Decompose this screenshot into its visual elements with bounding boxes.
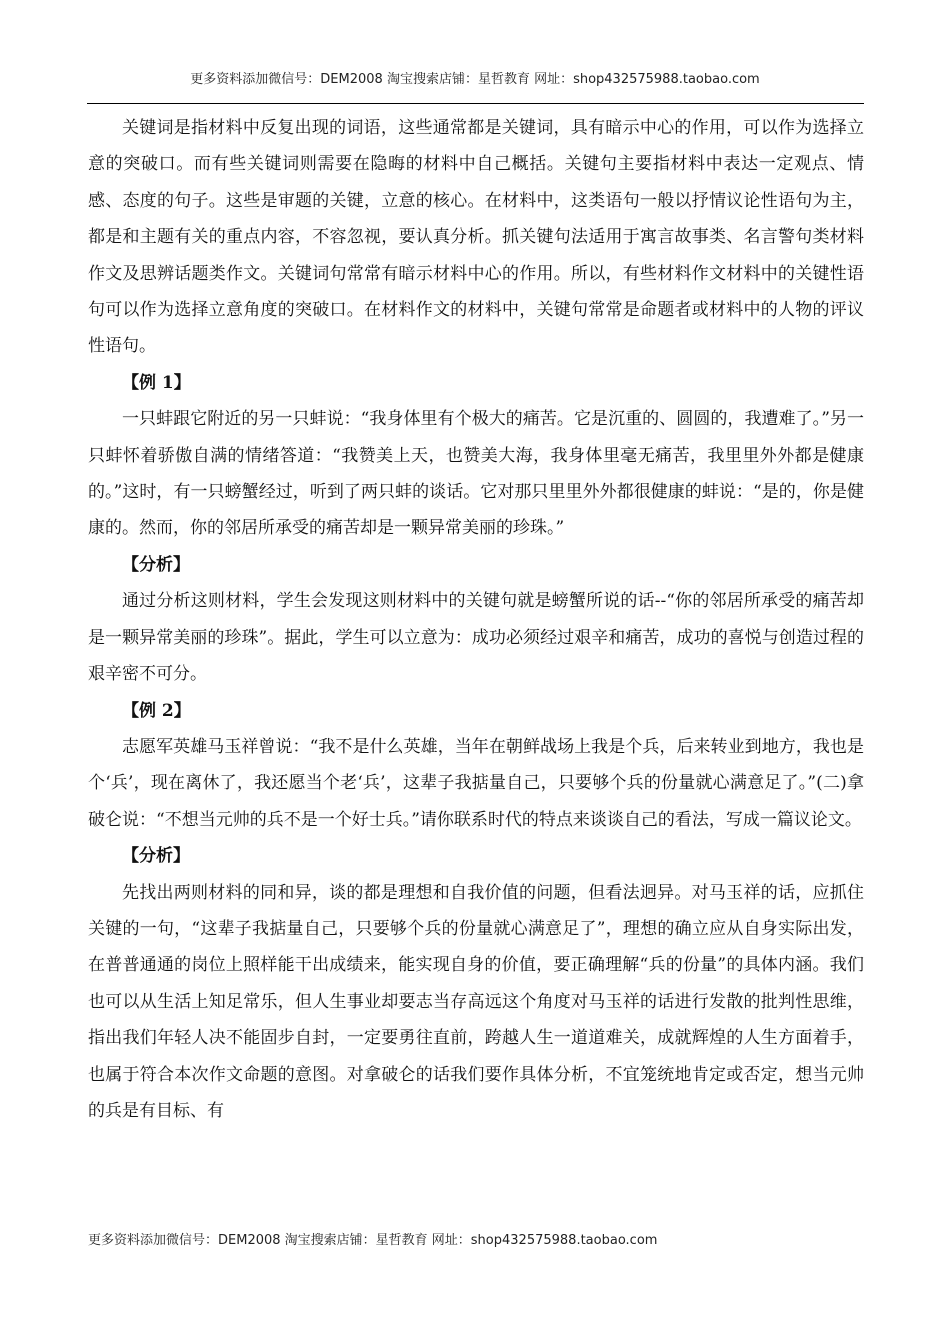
- example-1-paragraph: 一只蚌跟它附近的另一只蚌说：“我身体里有个极大的痛苦。它是沉重的、圆圆的，我遭难了。”另一只蚌怀着骄傲自满的情绪答道：“我赞美上天，也赞美大海，我身体里毫无痛苦，我里里外外都是健康的。”这时，有一只螃蟹经过，听到了两只蚌的谈话。它对那只里里外外都很健康的蚌说：“是的，你是健康的。然而，你的邻居所承受的痛苦却是一颗异常美丽的珍珠。”: [88, 409, 864, 539]
- analysis-2-heading: 【分析】: [122, 846, 190, 867]
- document-body: [88, 110, 864, 1129]
- page-header: 更多资料添加微信号：DEM2008 淘宝搜索店铺：星哲教育 网址：shop432575988.taobao.com: [190, 72, 760, 87]
- page-footer: 更多资料添加微信号：DEM2008 淘宝搜索店铺：星哲教育 网址：shop432575988.taobao.com: [88, 1233, 658, 1248]
- analysis-1-heading: 【分析】: [122, 554, 190, 575]
- example-1-heading: 【例 1】: [122, 372, 191, 393]
- example-2-heading: 【例 2】: [122, 700, 191, 721]
- analysis-2-paragraph: 先找出两则材料的同和异，谈的都是理想和自我价值的问题，但看法迥异。对马玉祥的话，应抓住关键的一句，“这辈子我掂量自己，只要够个兵的份量就心满意足了”，理想的确立应从自身实际出发，在普普通通的岗位上照样能干出成绩来，能实现自身的价值，要正确理解“兵的份量”的具体内涵。我们也可以从生活上知足常乐，但人生事业却要志当存高远这个角度对马玉祥的话进行发散的批判性思维，指出我们年轻人决不能固步自封，一定要勇往直前，跨越人生一道道难关，成就辉煌的人生方面着手，也属于符合本次作文命题的意图。对拿破仑的话我们要作具体分析，不宜笼统地肯定或否定，想当元帅的兵是有目标、有: [88, 882, 864, 1121]
- analysis-1-paragraph: 通过分析这则材料，学生会发现这则材料中的关键句就是螃蟹所说的话--“你的邻居所承受的痛苦却是一颗异常美丽的珍珠”。据此，学生可以立意为：成功必须经过艰辛和痛苦，成功的喜悦与创造过程的艰辛密不可分。: [88, 591, 864, 685]
- example-2-paragraph: 志愿军英雄马玉祥曾说：“我不是什么英雄，当年在朝鲜战场上我是个兵，后来转业到地方，我也是个‘兵’，现在离休了，我还愿当个老‘兵’，这辈子我掂量自己，只要够个兵的份量就心满意足了。”(二)拿破仑说：“不想当元帅的兵不是一个好士兵。”请你联系时代的特点来谈谈自己的看法，写成一篇议论文。: [88, 736, 864, 830]
- header-divider: [87, 103, 864, 104]
- intro-paragraph: 关键词是指材料中反复出现的词语，这些通常都是关键词，具有暗示中心的作用，可以作为选择立意的突破口。而有些关键词则需要在隐晦的材料中自己概括。关键句主要指材料中表达一定观点、情感、态度的句子。这些是审题的关键，立意的核心。在材料中，这类语句一般以抒情议论性语句为主，都是和主题有关的重点内容，不容忽视，要认真分析。抓关键句法适用于寓言故事类、名言警句类材料作文及思辨话题类作文。关键词句常常有暗示材料中心的作用。所以，有些材料作文材料中的关键性语句可以作为选择立意角度的突破口。在材料作文的材料中，关键句常常是命题者或材料中的人物的评议性语句。: [88, 118, 864, 357]
